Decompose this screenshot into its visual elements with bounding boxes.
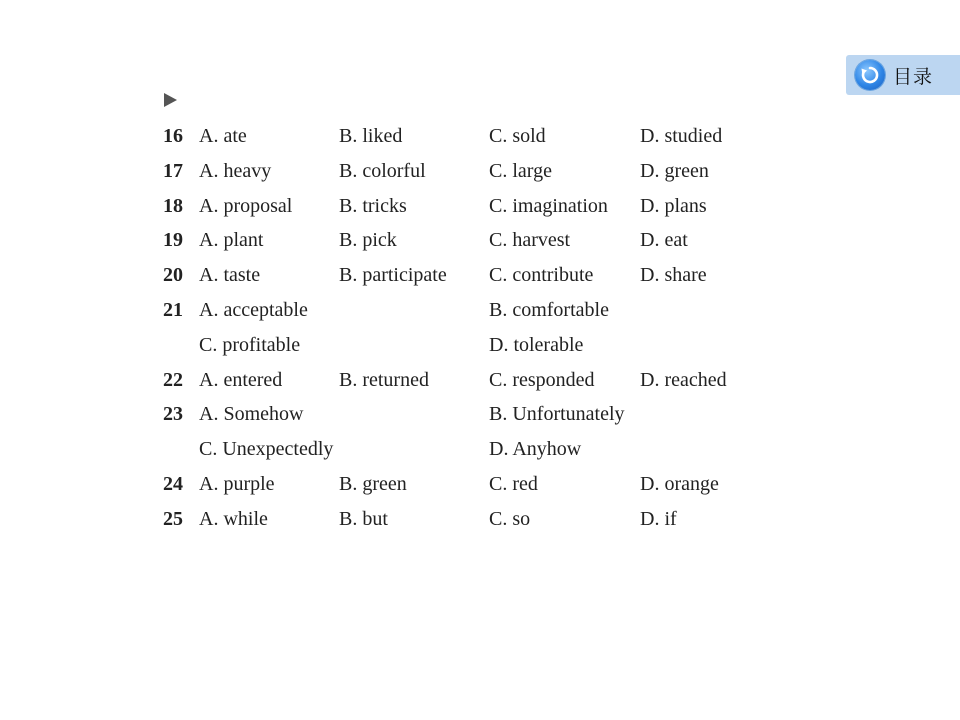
toc-button[interactable] (846, 55, 960, 95)
question-row (163, 470, 803, 505)
option-c: C. large (489, 159, 552, 182)
option-b: B. liked (339, 125, 403, 147)
option-c: C. imagination (489, 194, 608, 217)
question-row (163, 366, 803, 401)
option-c: C. harvest (489, 229, 571, 252)
option-a: A. acceptable (199, 298, 308, 321)
option-b: B. green (339, 472, 407, 495)
question-number: 24 (163, 472, 183, 495)
question-row (163, 261, 803, 296)
option-c: C. contribute (489, 264, 594, 287)
option-b: B. participate (339, 264, 447, 287)
question-row (163, 296, 803, 331)
option-c: C. profitable (199, 333, 301, 356)
option-b: B. Unfortunately (489, 403, 625, 426)
option-b: B. but (339, 507, 388, 530)
option-c: C. Unexpectedly (199, 438, 334, 461)
question-number: 25 (163, 507, 183, 530)
question-row-continued (163, 331, 803, 366)
option-a: A. while (199, 507, 268, 530)
option-a: A. heavy (199, 159, 272, 182)
option-d: D. reached (640, 368, 727, 391)
option-d: D. if (640, 507, 677, 530)
play-triangle-icon (164, 93, 177, 107)
question-row (163, 157, 803, 192)
option-b: B. returned (339, 368, 429, 391)
question-row (163, 400, 803, 435)
toc-label: 目录 (893, 65, 934, 88)
question-number: 23 (163, 403, 183, 426)
option-d: D. tolerable (489, 333, 584, 356)
circular-arrow-icon (855, 60, 885, 90)
option-d: D. studied (640, 125, 723, 147)
question-row-continued (163, 435, 803, 470)
option-c: C. so (489, 507, 531, 530)
question-number: 16 (163, 125, 183, 147)
option-a: A. Somehow (199, 403, 304, 426)
question-number: 20 (163, 264, 183, 287)
option-d: D. share (640, 264, 707, 287)
option-b: B. comfortable (489, 298, 609, 321)
question-number: 22 (163, 368, 183, 391)
option-b: B. tricks (339, 194, 407, 217)
question-list (163, 122, 803, 540)
option-c: C. red (489, 472, 538, 495)
option-d: D. Anyhow (489, 438, 582, 461)
option-d: D. orange (640, 472, 719, 495)
question-number: 18 (163, 194, 183, 217)
question-number: 19 (163, 229, 183, 252)
option-a: A. taste (199, 264, 261, 287)
question-row (163, 505, 803, 540)
question-row (163, 122, 803, 157)
option-d: D. green (640, 159, 709, 182)
question-row (163, 192, 803, 227)
question-row (163, 226, 803, 261)
option-b: B. pick (339, 229, 397, 252)
option-d: D. plans (640, 194, 707, 217)
option-b: B. colorful (339, 159, 426, 182)
option-a: A. entered (199, 368, 283, 391)
option-c: C. responded (489, 368, 595, 391)
question-number: 17 (163, 159, 183, 182)
option-c: C. sold (489, 125, 546, 147)
option-a: A. purple (199, 472, 275, 495)
option-d: D. eat (640, 229, 688, 252)
option-a: A. ate (199, 125, 247, 147)
option-a: A. proposal (199, 194, 293, 217)
option-a: A. plant (199, 229, 264, 252)
question-number: 21 (163, 298, 183, 321)
